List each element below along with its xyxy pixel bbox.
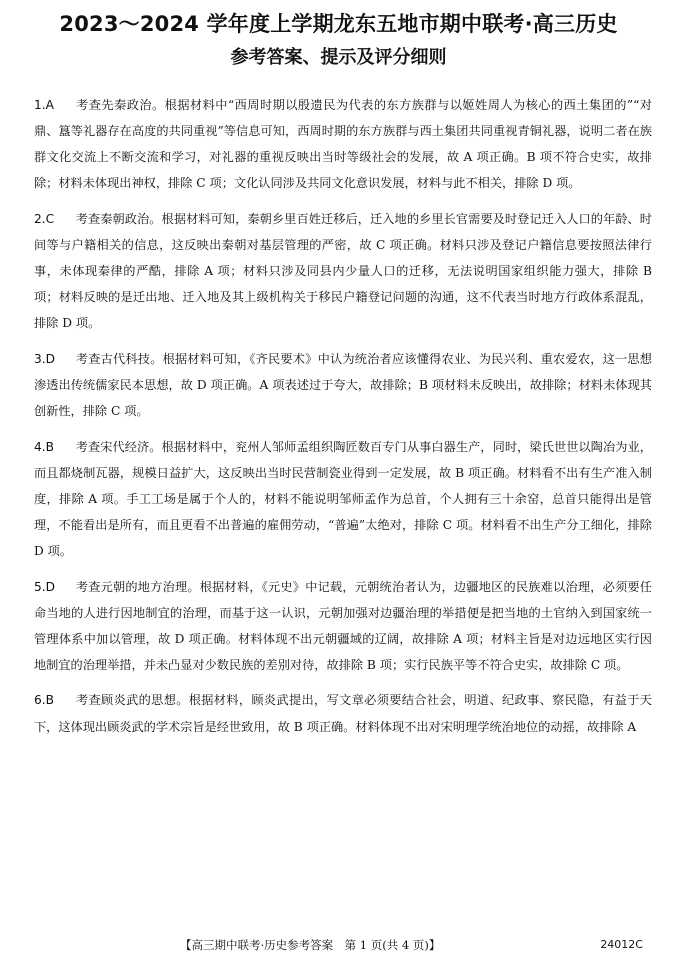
answer-number: 6.	[34, 693, 46, 708]
answer-explanation: 考查先秦政治。根据材料中“西周时期以殷遗民为代表的东方族群与以姬姓周人为核心的西土集团的”“对鼎、簋等礼器存在高度的共同重视”等信息可知，西周时期的东方族群与西土集团共同重视青铜礼器，说明二者在族群文化交流上不断交流和学习，对礼器的重视反映出当时等级社会的发展，故 A 项正确。B 项不符合史实，故排除；材料未体现出神权，排除 C 项；文化认同涉及共同文化意识发展，材料与此不相关，排除 D 项。	[34, 98, 652, 191]
page-footer	[0, 935, 677, 955]
answer-number: 3.	[34, 351, 46, 366]
document-title: 2023～2024 学年度上学期龙东五地市期中联考·高三历史	[59, 12, 618, 36]
answer-explanation: 考查元朝的地方治理。根据材料，《元史》中记载，元朝统治者认为，边疆地区的民族难以治理，必须要任命当地的人进行因地制宜的治理，而基于这一认识，元朝加强对边疆治理的举措便是把当地的土官纳入到国家统一管理体系中加以管理，故 D 项正确。材料体现不出元朝疆域的辽阔，故排除 A 项；材料主旨是对边远地区实行因地制宜的治理举措，并未凸显对少数民族的差别对待，故排除 B 项；实行民族平等不符合史实，故排除 C 项。	[34, 579, 652, 672]
answer-letter: B	[45, 439, 55, 454]
footer-exam-code: 24012C	[600, 938, 643, 951]
answer-item-1	[34, 92, 652, 196]
answer-letter: C	[45, 211, 55, 226]
answer-item-4	[34, 434, 652, 564]
document-subtitle: 参考答案、提示及评分细则	[230, 47, 447, 68]
answer-number: 4.	[34, 439, 46, 454]
answer-letter: A	[45, 98, 54, 112]
answer-letter: D	[45, 579, 56, 594]
answer-list	[34, 92, 652, 749]
footer-page-info: 【高三期中联考·历史参考答案 第 1 页(共 4 页)】	[180, 938, 441, 952]
answer-number: 5.	[34, 579, 46, 594]
answer-explanation: 考查宋代经济。根据材料中，兖州人邹师孟组织陶匠数百专门从事白器生产，同时，梁氏世世以陶冶为业，而且都烧制瓦器，规模日益扩大，这反映出当时民营制瓷业得到一定发展，故 B 项正确。材料看不出有生产准入制度，排除 A 项。手工工场是属于个人的，材料不能说明邹师孟作为总首，个人拥有三十余窑，总首只能得出是管理，不能看出是所有，而且更看不出普遍的雇佣劳动，“普遍”太绝对，排除 C 项。材料看不出生产分工细化，排除 D 项。	[34, 439, 652, 558]
answer-explanation: 考查古代科技。根据材料可知，《齐民要术》中认为统治者应该懂得农业、为民兴利、重农爱农，这一思想渗透出传统儒家民本思想，故 D 项正确。A 项表述过于夸大，故排除；B 项材料未反映出，故排除；材料未体现其创新性，排除 C 项。	[34, 351, 652, 419]
answer-item-5	[34, 574, 652, 678]
answer-item-3	[34, 346, 652, 424]
answer-letter: D	[45, 351, 56, 366]
answer-explanation: 考查秦朝政治。根据材料可知，秦朝乡里百姓迁移后，迁入地的乡里长官需要及时登记迁入人口的年龄、时间等与户籍相关的信息，这反映出秦朝对基层管理的严密，故 C 项正确。材料只涉及登记户籍信息要按照法律行事，未体现秦律的严酷，排除 A 项；材料只涉及同县内少量人口的迁移，无法说明国家组织能力强大，排除 B 项；材料反映的是迁出地、迁入地及其上级机构关于移民户籍登记问题的沟通，这不代表当时地方行政体系混乱，排除 D 项。	[34, 211, 652, 331]
answer-number: 2.	[34, 211, 46, 226]
answer-item-6	[34, 687, 652, 739]
answer-number: 1.	[34, 98, 46, 112]
answer-item-2	[34, 206, 652, 336]
answer-explanation: 考查顾炎武的思想。根据材料，顾炎武提出，写文章必须要结合社会，明道、纪政事、察民隐，有益于天下，这体现出顾炎武的学术宗旨是经世致用，故 B 项正确。材料体现不出对宋明理学统治地位的动摇，故排除 A	[34, 693, 652, 734]
answer-letter: B	[45, 693, 55, 708]
